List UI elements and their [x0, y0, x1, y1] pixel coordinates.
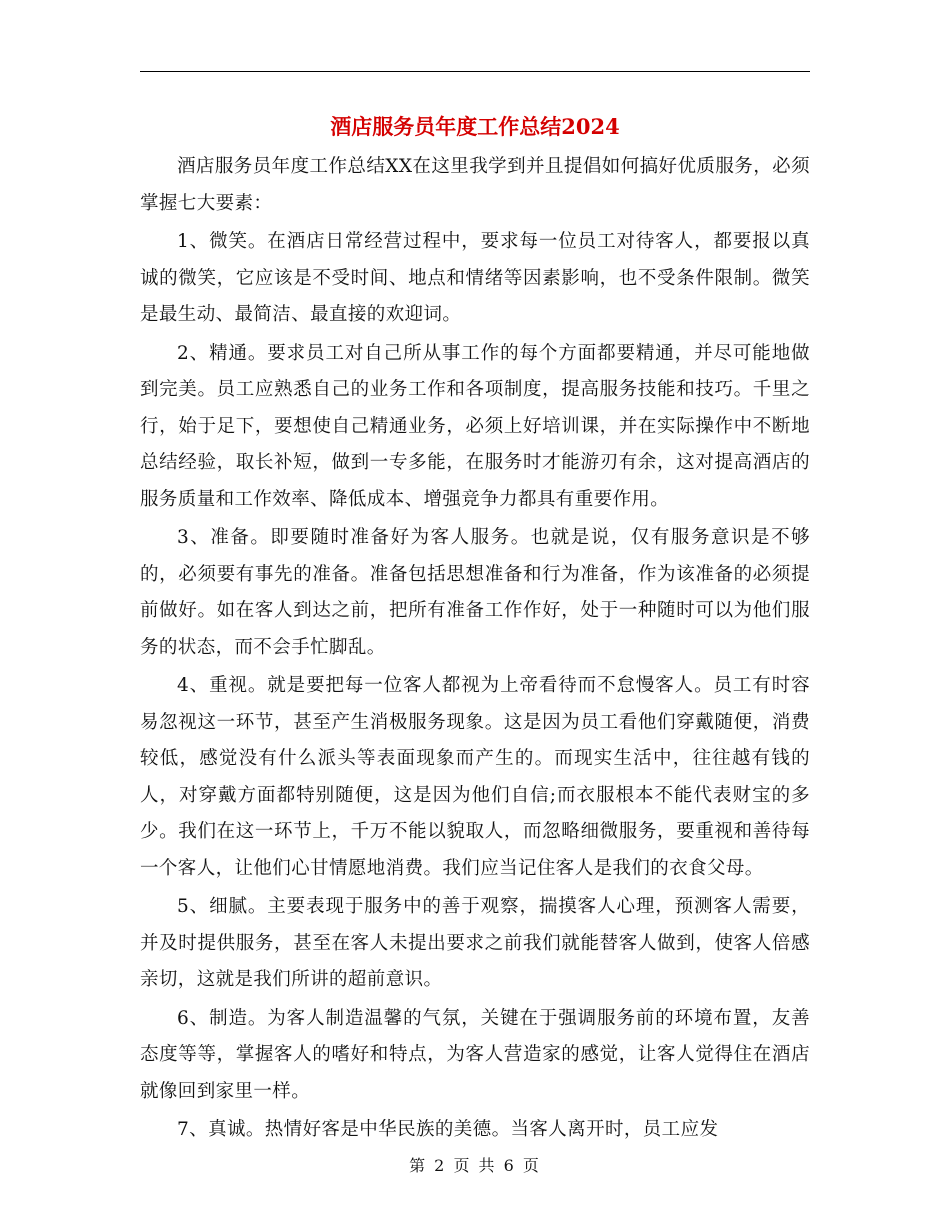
- paragraph-meticulous: 5、细腻。主要表现于服务中的善于观察，揣摸客人心理，预测客人需要，并及时提供服务，甚至在客人未提出要求之前我们就能替客人做到，使客人倍感亲切，这就是我们所讲的超前意识。: [140, 896, 810, 990]
- paragraph-atmosphere: 6、制造。为客人制造温馨的气氛，关键在于强调服务前的环境布置，友善态度等等，掌握客人的嗜好和特点，为客人营造家的感觉，让客人觉得住在酒店就像回到家里一样。: [140, 1007, 810, 1102]
- document-body: [140, 149, 810, 1151]
- paragraph-proficiency: 2、精通。要求员工对自己所从事工作的每个方面都要精通，并尽可能地做到完美。员工应熟悉自己的业务工作和各项制度，提高服务技能和技巧。千里之行，始于足下，要想使自己精通业务，必须上好培训课，并在实际操作中不断地总结经验，取长补短，做到一专多能，在服务时才能游刃有余，这对提高酒店的服务质量和工作效率、降低成本、增强竞争力都具有重要作用。: [140, 342, 810, 510]
- paragraph-attention: 4、重视。就是要把每一位客人都视为上帝看待而不怠慢客人。员工有时容易忽视这一环节，甚至产生消极服务现象。这是因为员工看他们穿戴随便，消费较低，感觉没有什么派头等表面现象而产生的。而现实生活中，往往越有钱的人，对穿戴方面都特别随便，这是因为他们自信;而衣服根本不能代表财宝的多少。我们在这一环节上，千万不能以貌取人，而忽略细微服务，要重视和善待每一个客人，让他们心甘情愿地消费。我们应当记住客人是我们的衣食父母。: [140, 675, 810, 879]
- paragraph-sincerity: 7、真诚。热情好客是中华民族的美德。当客人离开时，员工应发: [177, 1119, 719, 1140]
- paragraph-preparation: 3、准备。即要随时准备好为客人服务。也就是说，仅有服务意识是不够的，必须要有事先的准备。准备包括思想准备和行为准备，作为该准备的必须提前做好。如在客人到达之前，把所有准备工作作好，处于一种随时可以为他们服务的状态，而不会手忙脚乱。: [140, 527, 810, 658]
- paragraph-smile: 1、微笑。在酒店日常经营过程中，要求每一位员工对待客人，都要报以真诚的微笑，它应该是不受时间、地点和情绪等因素影响，也不受条件限制。微笑是最生动、最简洁、最直接的欢迎词。: [140, 231, 810, 325]
- document-title: 酒店服务员年度工作总结2024: [330, 114, 620, 139]
- header-rule: [140, 71, 810, 72]
- page-number-footer: 第 2 页 共 6 页: [409, 1156, 541, 1175]
- paragraph-intro: 酒店服务员年度工作总结XX在这里我学到并且提倡如何搞好优质服务，必须掌握七大要素：: [140, 156, 810, 214]
